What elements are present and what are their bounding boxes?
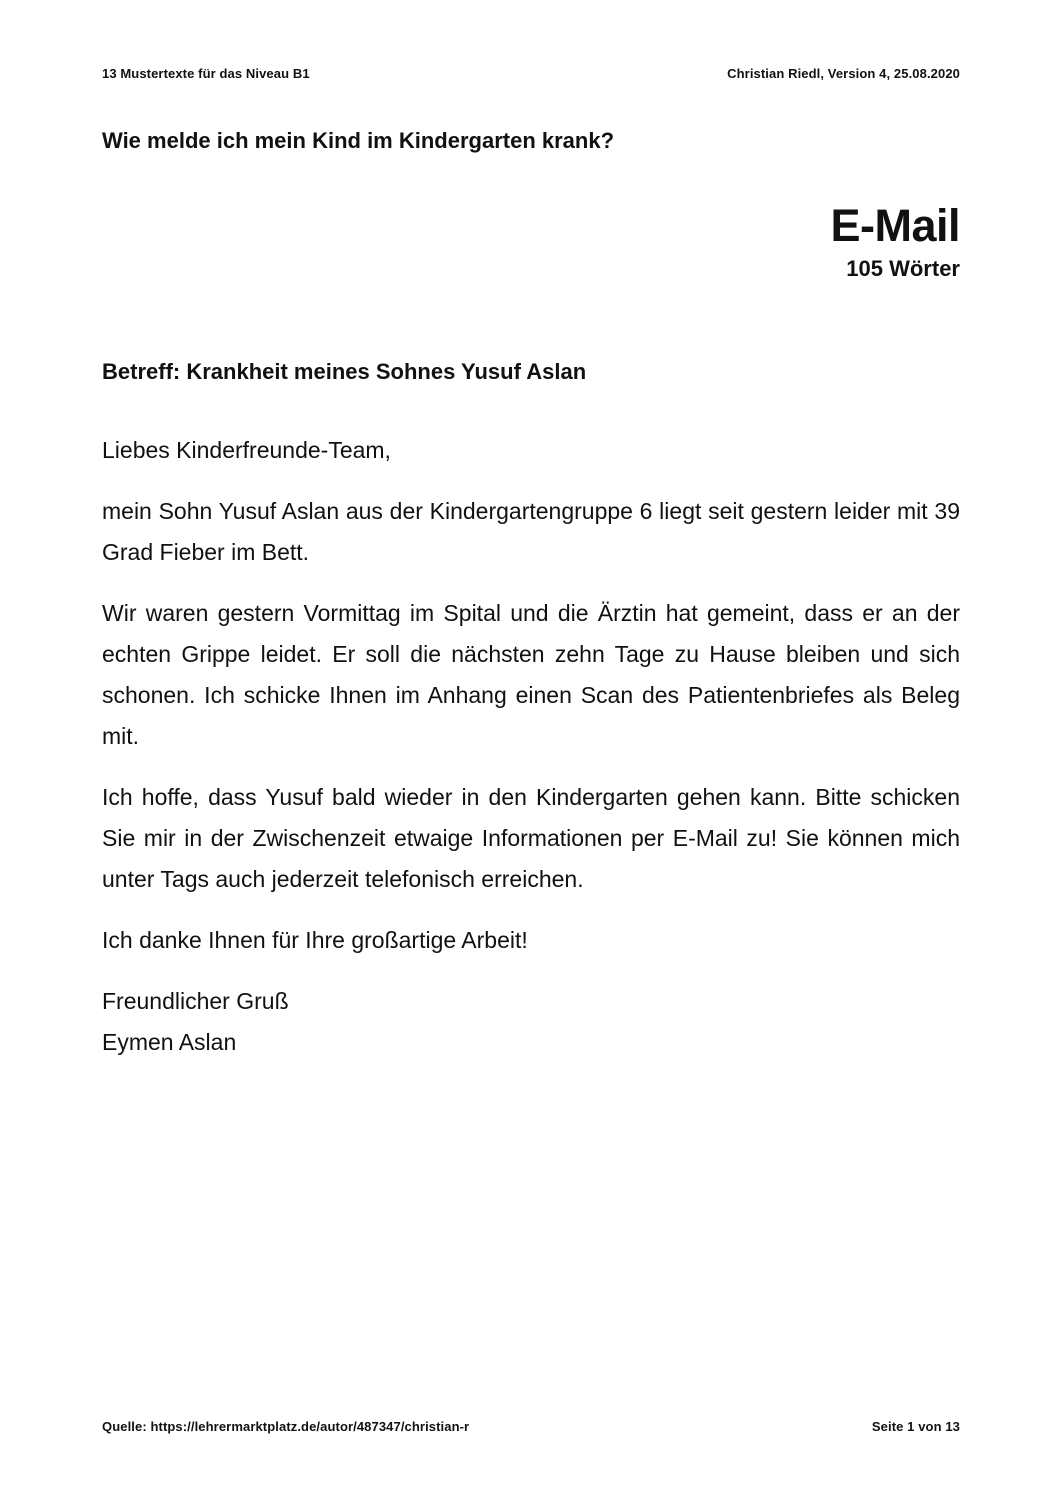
header-author-version: Christian Riedl, Version 4, 25.08.2020 <box>727 66 960 81</box>
text-type-label: E-Mail <box>830 200 960 251</box>
page-title: Wie melde ich mein Kind im Kindergarten krank? <box>102 128 615 153</box>
email-greeting: Liebes Kinderfreunde-Team, <box>102 437 391 463</box>
email-closing: Freundlicher Gruß <box>102 988 289 1014</box>
footer-source: Quelle: https://lehrermarktplatz.de/autor/487347/christian-r <box>102 1419 470 1434</box>
footer-page-number: Seite 1 von 13 <box>871 1419 960 1434</box>
email-paragraph: mein Sohn Yusuf Aslan aus der Kindergartengruppe 6 liegt seit gestern leider mit 39 Grad Fieber im Bett. <box>102 498 960 565</box>
email-paragraph: Ich danke Ihnen für Ihre großartige Arbeit! <box>102 927 528 953</box>
email-signature: Eymen Aslan <box>102 1029 237 1055</box>
header-collection-title: 13 Mustertexte für das Niveau B1 <box>102 66 310 81</box>
text-type-block <box>830 198 960 284</box>
email-subject: Betreff: Krankheit meines Sohnes Yusuf Aslan <box>102 359 587 384</box>
email-paragraph: Wir waren gestern Vormittag im Spital und die Ärztin hat gemeint, dass er an der echten Grippe leidet. Er soll die nächsten zehn Tage zu Hause bleiben und sich schonen. Ich schicke Ihnen im Anhang einen Scan des Patientenbriefes als Beleg mit. <box>102 600 960 749</box>
word-count: 105 Wörter <box>846 256 960 281</box>
email-paragraph: Ich hoffe, dass Yusuf bald wieder in den Kindergarten gehen kann. Bitte schicken Sie mir in der Zwischenzeit etwaige Informationen per E-Mail zu! Sie können mich unter Tags auch jederzeit telefonisch erreichen. <box>102 784 960 892</box>
email-body <box>102 355 960 1063</box>
